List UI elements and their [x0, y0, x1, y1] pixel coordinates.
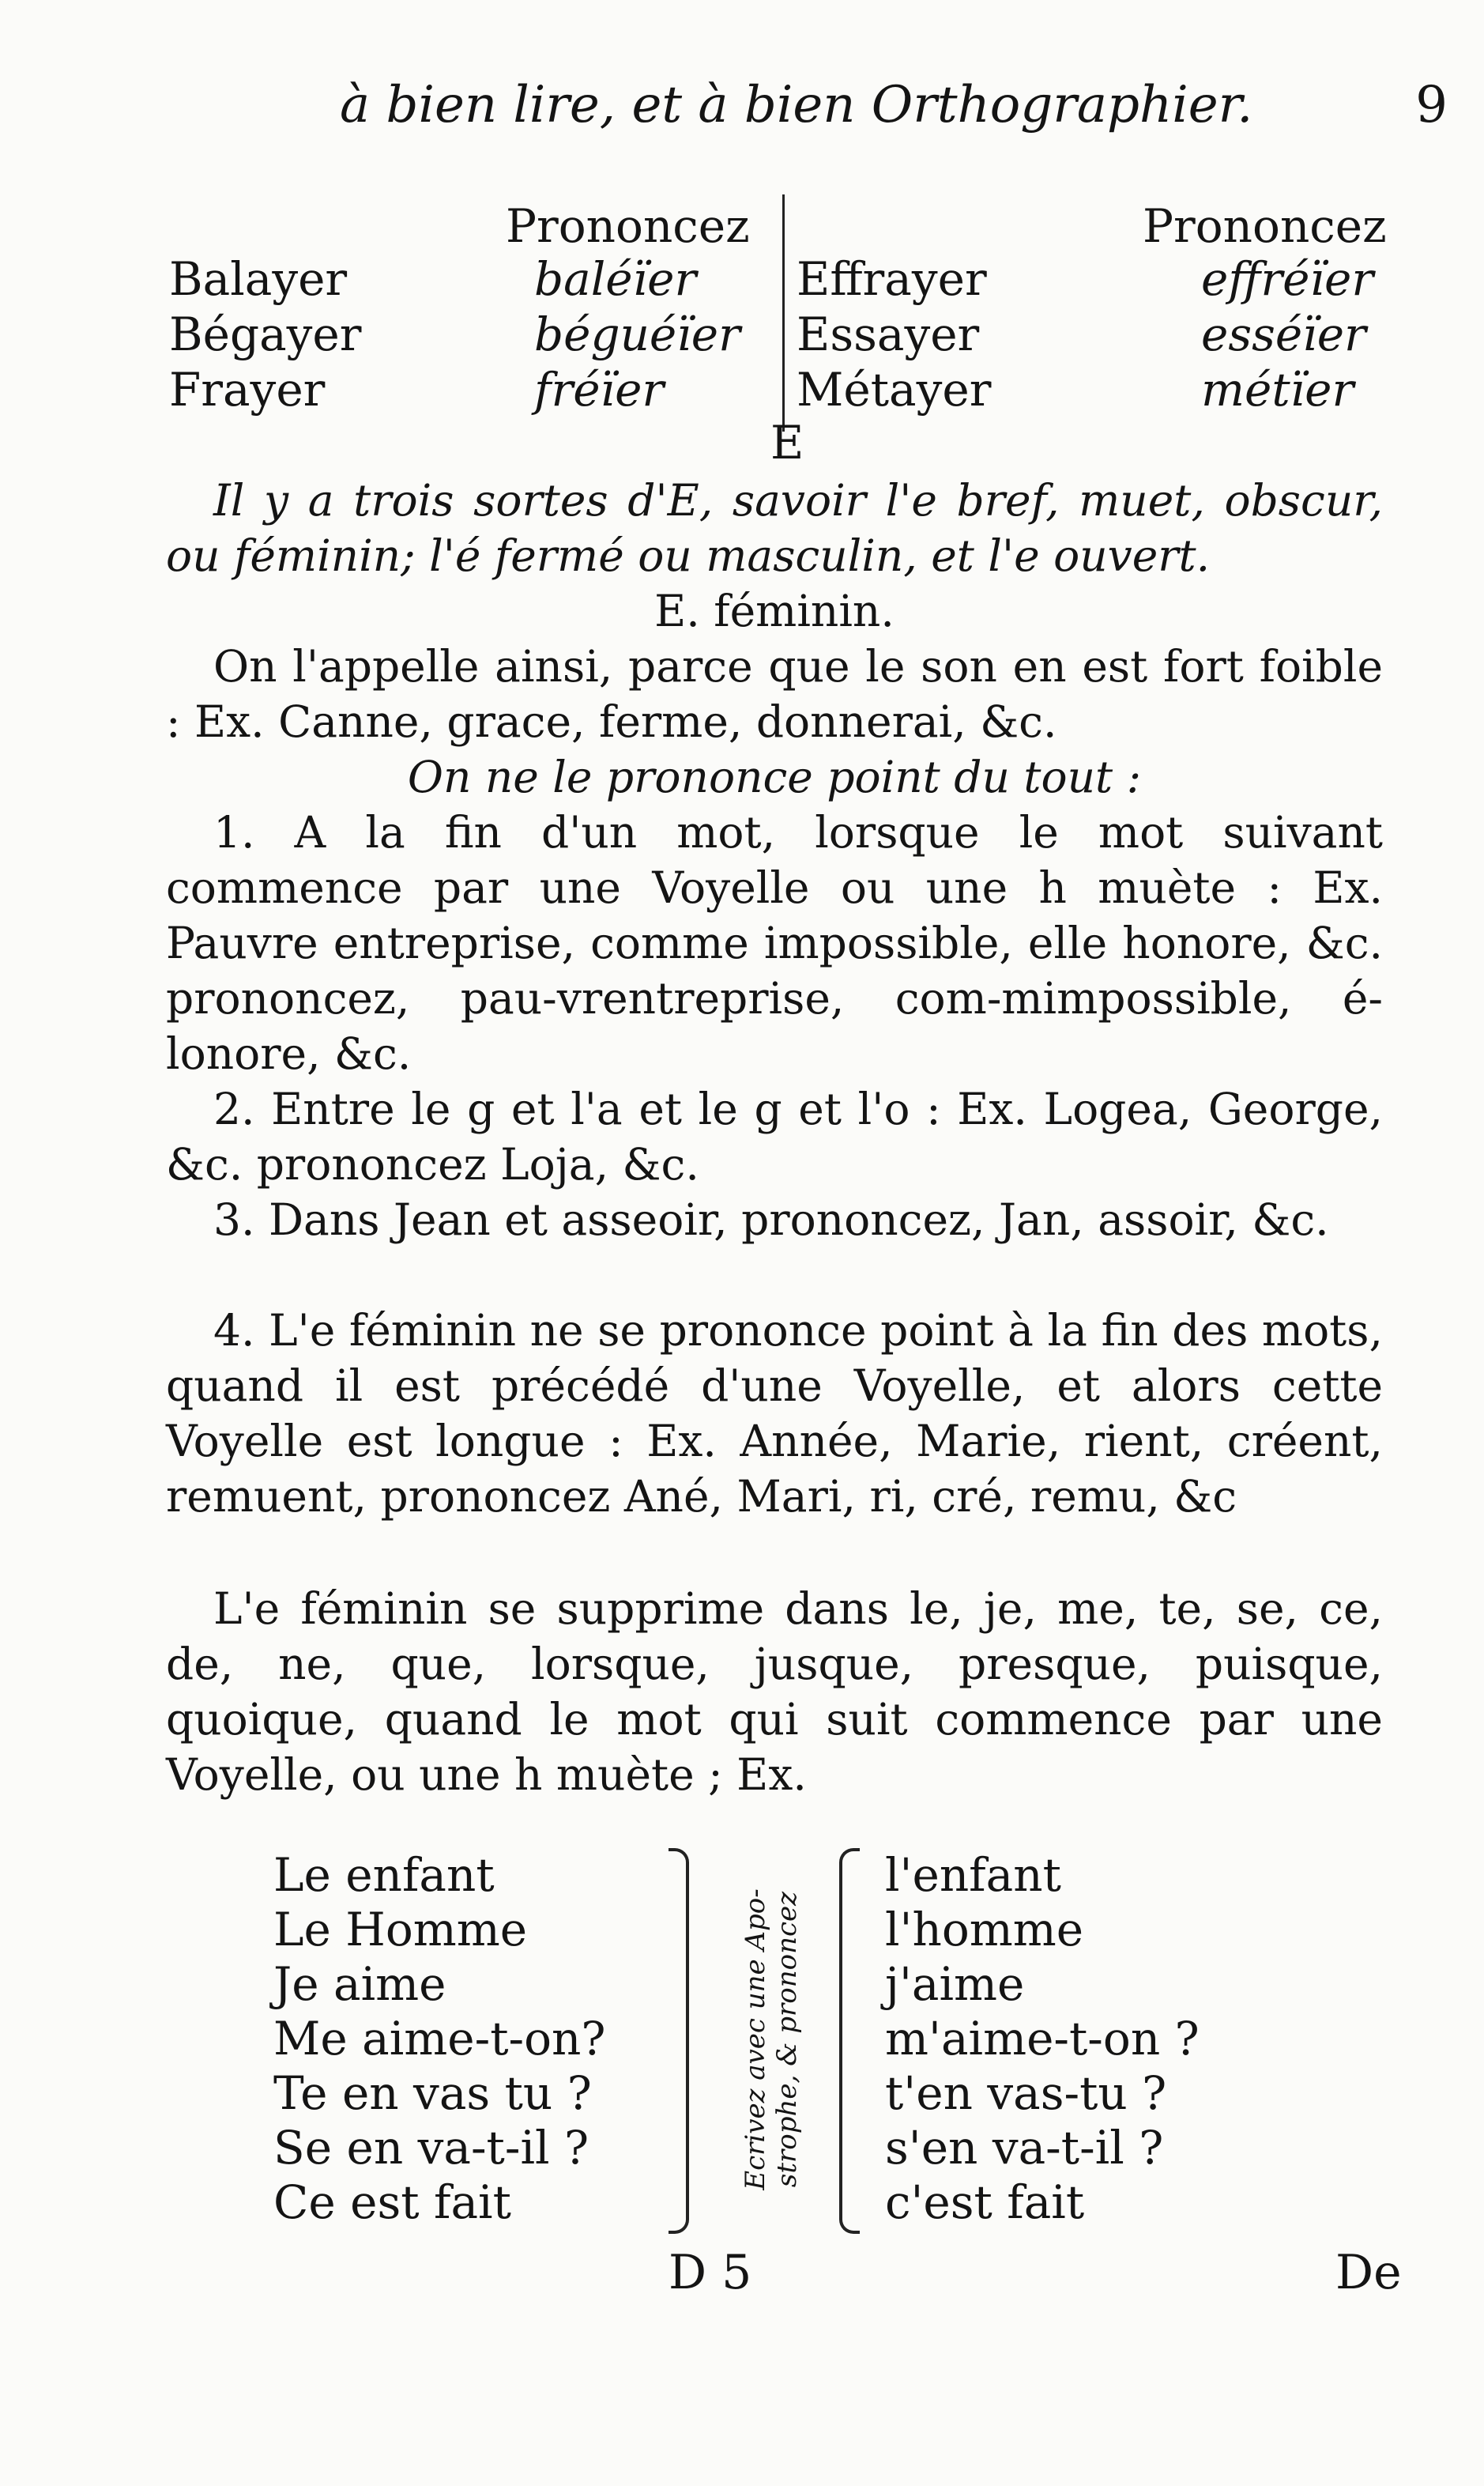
example: Ce est fait — [273, 2175, 511, 2229]
running-head: à bien lire, et à bien Orthographier. — [340, 76, 1253, 134]
pronunciation: esséïer — [1201, 307, 1366, 361]
right-words — [797, 251, 991, 417]
pronunciation: baléïer — [534, 252, 697, 306]
rule-1: 1. A la fin d'un mot, lorsque le mot suivant commence par une Voyelle ou une h muète : Ex. Pauvre entreprise, comme impossible, elle honore, &c. prononcez, pau-vrentreprise, com-mimpossible, é-lonore, &c. — [166, 807, 1383, 1079]
example: Se en va-t-il ? — [273, 2121, 589, 2175]
example: Me aime-t-on? — [273, 2012, 606, 2065]
right-column-heading: Prononcez — [1143, 199, 1387, 253]
rule-2: 2. Entre le g et l'a et le g et l'o : Ex. Logea, George, &c. prononcez Loja, &c. — [166, 1084, 1383, 1190]
page-number: 9 — [1415, 76, 1448, 134]
brace-left — [669, 1848, 689, 2234]
word: Bégayer — [169, 307, 362, 361]
catchword: De — [1335, 2245, 1402, 2300]
example: t'en vas-tu ? — [885, 2066, 1167, 2120]
example: c'est fait — [885, 2175, 1085, 2229]
left-pronunciations — [534, 251, 740, 417]
pronunciation: fréïer — [534, 363, 665, 417]
rule-4: 4. L'e féminin ne se prononce point à la fin des mots, quand il est précédé d'une Voyelle, et alors cette Voyelle est longue : Ex. Année, Marie, rient, créent, remuent, prononcez Ané, Mari, ri, cré, remu, &c — [166, 1305, 1383, 1522]
rule-5: L'e féminin se supprime dans le, je, me, te, se, ce, de, ne, que, lorsque, jusque, presque, puisque, quoique, quand le mot qui suit commence par une Voyelle, ou une h muète ; Ex. — [166, 1583, 1383, 1800]
left-column-heading: Prononcez — [506, 199, 750, 253]
section-letter: E — [770, 416, 804, 470]
examples-original — [273, 1848, 605, 2230]
example: Je aime — [273, 1957, 446, 2011]
paragraph: On l'appelle ainsi, parce que le son en est fort foible : Ex. Canne, grace, ferme, donnerai, &c. — [166, 641, 1383, 747]
brace-right — [839, 1848, 860, 2234]
column-divider — [782, 194, 785, 432]
word: Essayer — [797, 307, 980, 361]
word: Frayer — [169, 363, 326, 417]
right-pronunciations — [1201, 251, 1373, 417]
rule-3: 3. Dans Jean et asseoir, prononcez, Jan, assoir, &c. — [213, 1194, 1329, 1245]
vertical-note: strophe, & prononcez — [771, 1891, 803, 2188]
example: Te en vas tu ? — [273, 2066, 592, 2120]
pronunciation: effréïer — [1201, 252, 1374, 306]
example: j'aime — [885, 1957, 1025, 2011]
signature-mark: D 5 — [669, 2245, 752, 2300]
example: l'enfant — [885, 1848, 1061, 1902]
word: Effrayer — [797, 252, 987, 306]
example: s'en va-t-il ? — [885, 2121, 1164, 2175]
paragraph: On ne le prononce point du tout : — [407, 752, 1142, 802]
example: Le enfant — [273, 1848, 495, 1902]
pronunciation: métïer — [1201, 363, 1354, 417]
example: l'homme — [885, 1903, 1084, 1956]
left-words — [169, 251, 361, 417]
intro-paragraph: Il y a trois sortes d'E, savoir l'e bref, muet, obscur, ou féminin; l'é fermé ou masculin, et l'e ouvert. — [166, 475, 1383, 581]
word: Métayer — [797, 363, 992, 417]
pronunciation: béguéïer — [534, 307, 740, 361]
vertical-note: Ecrivez avec une Apo- — [740, 1888, 771, 2190]
example: Le Homme — [273, 1903, 528, 1956]
word: Balayer — [169, 252, 348, 306]
examples-elided — [885, 1848, 1200, 2230]
example: m'aime-t-on ? — [885, 2012, 1200, 2065]
subheading: E. féminin. — [654, 586, 895, 636]
